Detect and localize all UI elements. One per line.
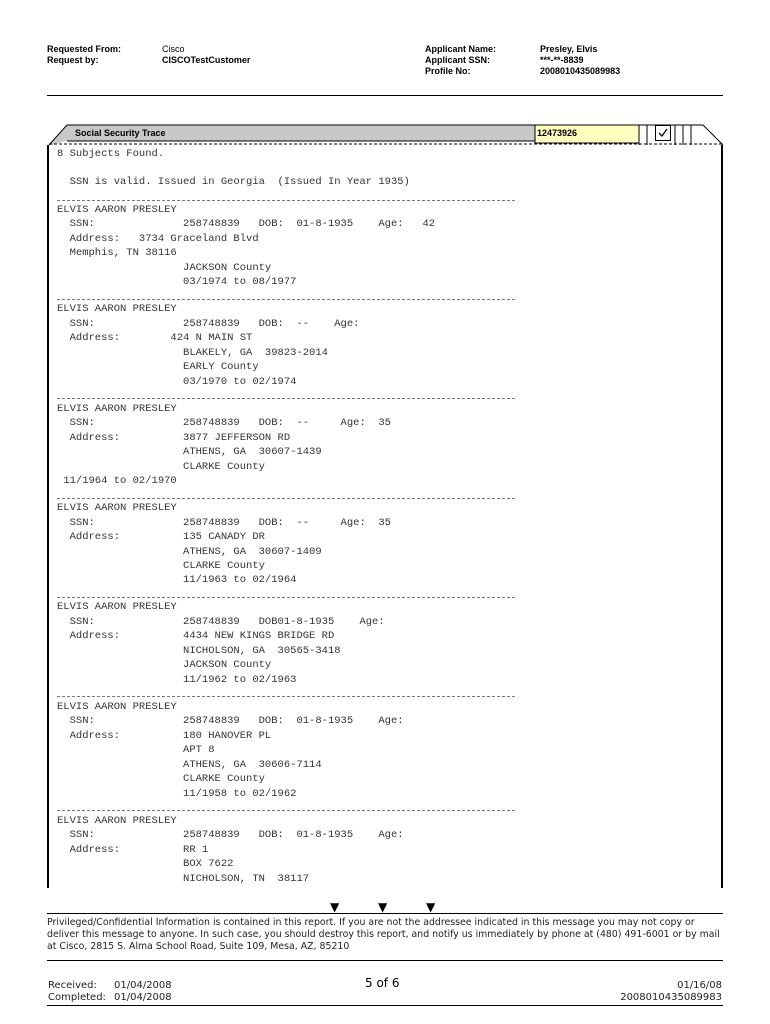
result-line: SSN: 258748839 DOB: -- Age: 35	[57, 417, 391, 429]
section-tab-bar	[47, 123, 723, 145]
result-line: CLARKE County	[57, 461, 265, 473]
result-line: 11/1964 to 02/1970	[57, 475, 177, 487]
result-line: 11/1963 to 02/1964	[57, 574, 297, 586]
footer-dates	[48, 980, 172, 1004]
result-line: 11/1962 to 02/1963	[57, 674, 297, 686]
result-line: Address: 135 CANADY DR	[57, 531, 265, 543]
result-line: Memphis, TN 38116	[57, 247, 177, 259]
record-divider	[57, 398, 515, 399]
result-line: SSN: 258748839 DOB01-8-1935 Age:	[57, 616, 385, 628]
result-line: BOX 7622	[57, 858, 234, 870]
result-line: SSN: 258748839 DOB: -- Age: 35	[57, 517, 391, 529]
subject-name: ELVIS AARON PRESLEY	[57, 815, 177, 827]
section-title: Social Security Trace	[75, 128, 166, 138]
result-line: Address: 3734 Graceland Blvd	[57, 233, 259, 245]
completed-label: Completed:	[48, 992, 106, 1003]
request-by-label: Request by:	[47, 55, 99, 65]
checkmark-icon	[656, 126, 670, 140]
received-label: Received:	[48, 980, 97, 991]
requested-from-label: Requested From:	[47, 44, 122, 54]
applicant-info	[425, 44, 620, 77]
disclaimer-bottom-rule	[47, 960, 723, 961]
down-arrow-icon: ▼	[426, 900, 436, 914]
disclaimer-top-rule	[47, 913, 723, 914]
subject-name: ELVIS AARON PRESLEY	[57, 204, 177, 216]
down-arrow-icon: ▼	[378, 900, 388, 914]
record-divider	[57, 696, 515, 697]
trace-results	[47, 145, 723, 888]
record-divider	[57, 810, 515, 811]
confidentiality-disclaimer: Privileged/Confidential Information is contained in this report. If you are not the addressee indicated in this message you may not copy or deliver this message to anyone. In such case, you should destroy this report, and notify us immediately by phone at (480) 491-6001 or by mail at Cisco, 2815 S. Alma School Road, Suite 109, Mesa, AZ, 85210	[47, 917, 720, 952]
applicant-ssn-label: Applicant SSN:	[425, 55, 491, 65]
checkbox-icon[interactable]	[655, 125, 671, 141]
result-line: Address: RR 1	[57, 844, 209, 856]
result-line: CLARKE County	[57, 560, 265, 572]
subject-name: ELVIS AARON PRESLEY	[57, 303, 177, 315]
received-date: 01/04/2008	[114, 980, 172, 991]
print-date: 01/16/08	[677, 980, 722, 991]
result-line: APT 8	[57, 744, 215, 756]
result-line: SSN: 258748839 DOB: 01-8-1935 Age:	[57, 829, 404, 841]
result-line: ATHENS, GA 30606-7114	[57, 759, 322, 771]
result-line: CLARKE County	[57, 773, 265, 785]
record-divider	[57, 200, 515, 201]
result-line: 11/1958 to 02/1962	[57, 788, 297, 800]
subject-name: ELVIS AARON PRESLEY	[57, 403, 177, 415]
result-line: JACKSON County	[57, 262, 272, 274]
result-line: Address: 424 N MAIN ST	[57, 332, 253, 344]
result-line: ATHENS, GA 30607-1409	[57, 546, 322, 558]
record-divider	[57, 299, 515, 300]
result-line: SSN: 258748839 DOB: -- Age:	[57, 318, 360, 330]
footer-rule	[47, 1005, 723, 1006]
footer-right	[620, 980, 722, 1004]
requested-from-value: Cisco	[162, 44, 185, 54]
subject-name: ELVIS AARON PRESLEY	[57, 502, 177, 514]
result-line: SSN: 258748839 DOB: 01-8-1935 Age: 42	[57, 218, 436, 230]
result-line: JACKSON County	[57, 659, 272, 671]
request-by-value: CISCOTestCustomer	[162, 55, 251, 65]
result-line: Address: 180 HANOVER PL	[57, 730, 272, 742]
subject-name: ELVIS AARON PRESLEY	[57, 701, 177, 713]
profile-no-value: 2008010435089983	[540, 66, 621, 76]
result-line: Address: 3877 JEFFERSON RD	[57, 432, 291, 444]
result-line: ATHENS, GA 30607-1439	[57, 446, 322, 458]
result-line: EARLY County	[57, 361, 259, 373]
result-line: 03/1974 to 08/1977	[57, 276, 297, 288]
record-divider	[57, 597, 515, 598]
record-divider	[57, 498, 515, 499]
subject-name: ELVIS AARON PRESLEY	[57, 601, 177, 613]
result-line: SSN: 258748839 DOB: 01-8-1935 Age:	[57, 715, 404, 727]
footer-profile-no: 2008010435089983	[620, 992, 722, 1003]
applicant-name-value: Presley, Elvis	[540, 44, 598, 54]
profile-no-label: Profile No:	[425, 66, 471, 76]
header-divider	[47, 95, 723, 96]
result-line: NICHOLSON, TN 38117	[57, 873, 310, 885]
page-number: 5 of 6	[365, 976, 400, 990]
result-line: SSN is valid. Issued in Georgia (Issued In Year 1935)	[57, 176, 410, 188]
applicant-ssn-value: ***-**-8839	[540, 55, 584, 65]
result-line: 8 Subjects Found.	[57, 148, 165, 160]
result-line: NICHOLSON, GA 30565-3418	[57, 645, 341, 657]
down-arrow-icon: ▼	[330, 900, 340, 914]
completed-date: 01/04/2008	[114, 992, 172, 1003]
result-line: Address: 4434 NEW KINGS BRIDGE RD	[57, 630, 335, 642]
result-line: 03/1970 to 02/1974	[57, 376, 297, 388]
result-line: BLAKELY, GA 39823-2014	[57, 347, 328, 359]
section-id: 12473926	[537, 128, 578, 138]
request-info	[47, 44, 250, 66]
applicant-name-label: Applicant Name:	[425, 44, 497, 54]
